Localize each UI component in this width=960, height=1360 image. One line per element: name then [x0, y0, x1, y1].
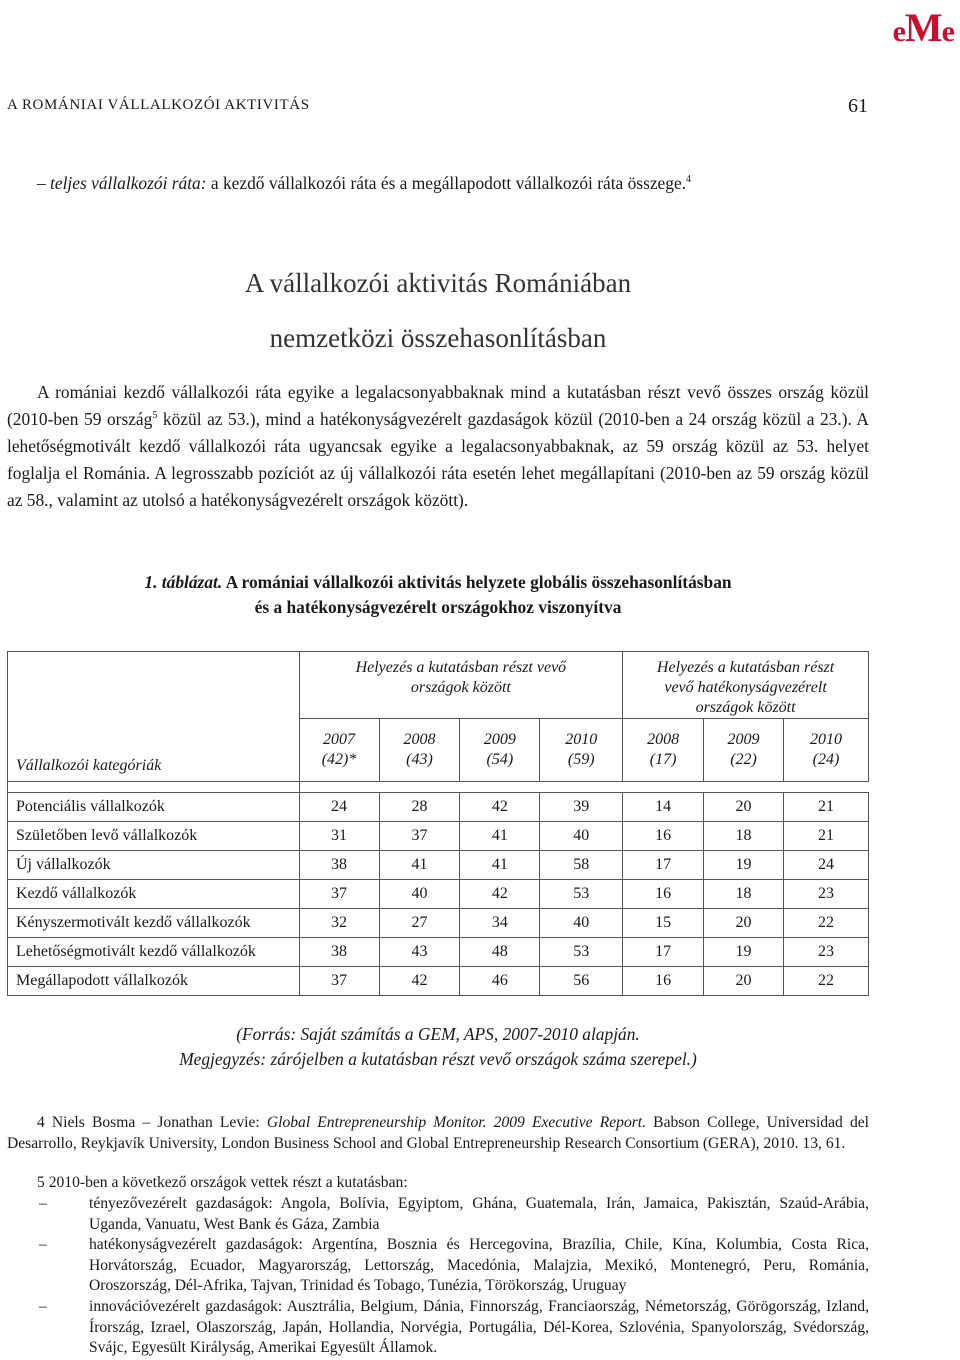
list-item: – tényezővezérelt gazdaságok: Angola, Bolívia, Egyiptom, Ghána, Guatemala, Irán, Jamaica, Pakisztán, Szaúd-Arábia, Uganda, Vanuatu, West Bank és Gáza, Zambia — [39, 1195, 869, 1233]
year-header: 2010 (24) — [784, 719, 869, 782]
year-header: 2010 (59) — [540, 719, 623, 782]
year-header: 2009 (54) — [460, 719, 540, 782]
table-source-note: (Forrás: Saját számítás a GEM, APS, 2007-2010 alapján. Megjegyzés: zárójelben a kutatásban részt vevő országok száma szerepel.) — [179, 1024, 697, 1069]
year-header: 2008 (17) — [623, 719, 704, 782]
footnote-ref-4[interactable]: 4 — [686, 174, 692, 186]
year-header: 2007 (42)* — [299, 719, 379, 782]
table-row: Lehetőségmotivált kezdő vállalkozók 38 43 48 53 17 19 23 — [8, 938, 869, 967]
table-row: Születőben levő vállalkozók 31 37 41 40 16 18 21 — [8, 822, 869, 851]
header-all-countries: Helyezés a kutatásban részt vevő országok között — [299, 652, 623, 719]
list-item: – innovációvezérelt gazdaságok: Ausztrália, Belgium, Dánia, Finnország, Franciaország, Németország, Görögország, Izland, Írország, Izrael, Olaszország, Japán, Hollandia, Norvégia, Portugália, Dél-Korea, Szlovénia, Spanyolország, Svédország, Svájc, Egyesült Királyság, Amerikai Egyesült Államok. — [39, 1298, 869, 1357]
ranking-table — [7, 651, 869, 996]
publisher-logo: eMe — [892, 5, 954, 50]
running-header: A ROMÁNIAI VÁLLALKOZÓI AKTIVITÁS — [7, 97, 310, 113]
year-header: 2009 (22) — [704, 719, 784, 782]
footnote-ref-5[interactable]: 5 — [152, 410, 158, 422]
table-row: Új vállalkozók 38 41 41 58 17 19 24 — [8, 851, 869, 880]
section-title: A vállalkozói aktivitás Romániában — [244, 268, 632, 298]
footnote-4: 4 Niels Bosma – Jonathan Levie: Global Entrepreneurship Monitor. 2009 Executive Report. Babson College, Universidad del Desarrollo, Reykjavík University, London Business School and Global Entrepreneurship Research Consortium (GERA), 2010. 13, 61. — [7, 1114, 869, 1152]
main-paragraph: A romániai kezdő vállalkozói ráta egyike a legalacsonyabbaknak mind a kutatásban részt vevő összes ország közül (2010-ben 59 ország$^5$ közül az 53.), mind a hatékonyságvezérelt gazdaságok közül (2010-ben a 24 ország közül a 23.). A lehetőségmotivált kezdő vállalkozói ráta ugyancsak egyike a legalacsonyabbaknak, az 59 ország közül az 53. helyet foglalja el Románia. A legrosszabb pozíciót az új vállalkozói ráta esetén lehet megállapítani (2010-ben az 59 ország közül az 58., valamint az utolsó a hatékonyságvezérelt országok között). — [7, 382, 869, 510]
page-number: 61 — [848, 95, 868, 117]
year-header: 2008 (43) — [379, 719, 460, 782]
table-row: Megállapodott vállalkozók 37 42 46 56 16 20 22 — [8, 967, 869, 996]
section-subtitle: nemzetközi összehasonlításban — [269, 323, 607, 353]
footnote-5: 5 2010-ben a következő országok vettek részt a kutatásban: — [37, 1174, 408, 1191]
category-column-header: Vállalkozói kategóriák — [8, 652, 300, 782]
list-item: – hatékonyságvezérelt gazdaságok: Argentína, Bosznia és Hercegovina, Brazília, Chile, Kína, Kolumbia, Costa Rica, Horvátország, Ecuador, Magyarország, Lettország, Macedónia, Malajzia, Mexikó, Montenegró, Peru, Románia, Oroszország, Dél-Afrika, Tajvan, Trinidad és Tobago, Tunézia, Törökország, Uruguay — [39, 1236, 869, 1295]
table-row: Potenciális vállalkozók 24 28 42 39 14 20 21 — [8, 793, 869, 822]
intro-term: teljes vállalkozói ráta: — [50, 173, 207, 193]
header-efficiency-countries: Helyezés a kutatásban részt vevő hatékonyságvezérelt országok között — [623, 652, 869, 719]
table-row: Kezdő vállalkozók 37 40 42 53 16 18 23 — [8, 880, 869, 909]
intro-paragraph: – teljes vállalkozói ráta: a kezdő vállalkozói ráta és a megállapodott vállalkozói ráta összege.$^4$ — [37, 173, 692, 193]
table-caption: 1. táblázat. A romániai vállalkozói aktivitás helyzete globális összehasonlításban és a hatékonyságvezérelt országokhoz viszonyítva — [144, 572, 732, 617]
table-row: Kényszermotivált kezdő vállalkozók 32 27 34 40 15 20 22 — [8, 909, 869, 938]
